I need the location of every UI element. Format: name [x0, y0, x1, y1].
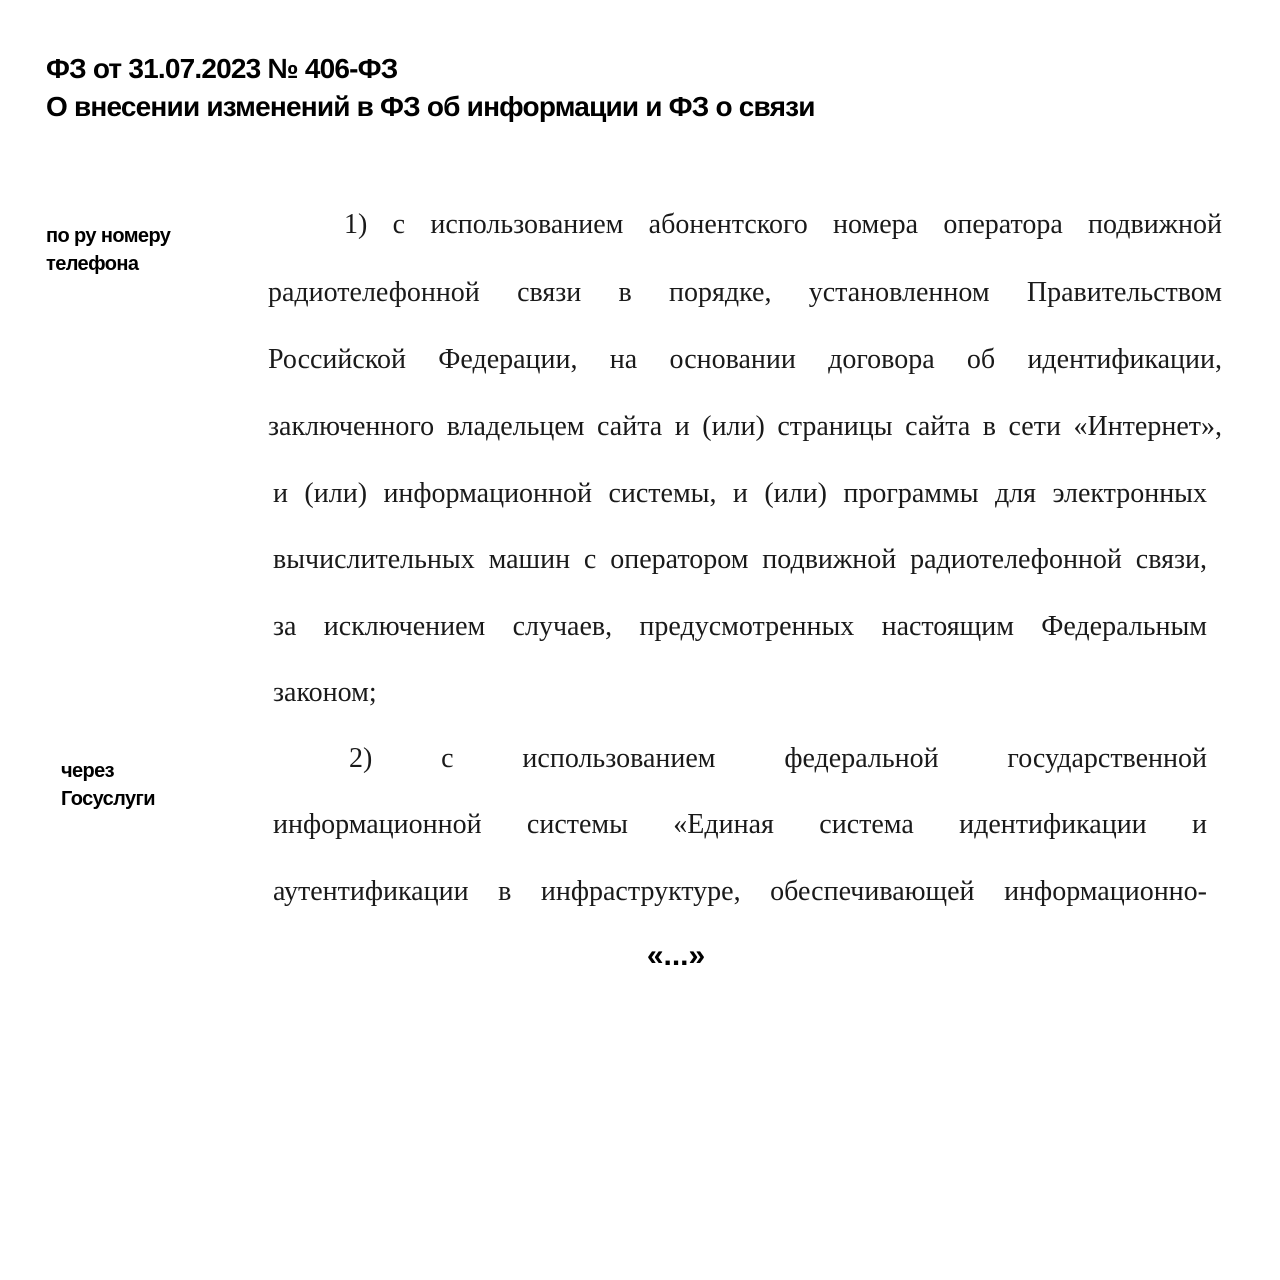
paragraph-1-line: за исключением случаев, предусмотренных настоящим Федеральным	[273, 611, 1207, 642]
paragraph-2-line: информационной системы «Единая система идентификации и	[273, 809, 1207, 840]
side-note-phone-line-1: по ру номеру	[46, 225, 171, 247]
paragraph-1-line: Российской Федерации, на основании договора об идентификации,	[268, 344, 1222, 375]
omission-marker: «...»	[646, 939, 706, 972]
paragraph-1-line: заключенного владельцем сайта и (или) страницы сайта в сети «Интернет»,	[268, 411, 1222, 442]
paragraph-2-line: аутентификации в инфраструктуре, обеспечивающей информационно-	[273, 876, 1207, 907]
paragraph-1-line: вычислительных машин с оператором подвижной радиотелефонной связи,	[273, 544, 1207, 575]
law-number-title: ФЗ от 31.07.2023 № 406-ФЗ	[46, 53, 398, 84]
side-note-phone-line-2: телефона	[46, 253, 139, 275]
paragraph-1-line: 1) с использованием абонентского номера оператора подвижной	[344, 209, 1222, 240]
paragraph-1-line: законом;	[273, 677, 377, 708]
paragraph-2-line: 2) с использованием федеральной государственной	[349, 743, 1207, 774]
law-subject-title: О внесении изменений в ФЗ об информации и ФЗ о связи	[46, 91, 815, 122]
side-note-gosuslugi-line-2: Госуслуги	[61, 788, 155, 810]
side-note-gosuslugi-line-1: через	[61, 760, 115, 782]
paragraph-1-line: радиотелефонной связи в порядке, установленном Правительством	[268, 277, 1222, 308]
paragraph-1-line: и (или) информационной системы, и (или) программы для электронных	[273, 478, 1207, 509]
